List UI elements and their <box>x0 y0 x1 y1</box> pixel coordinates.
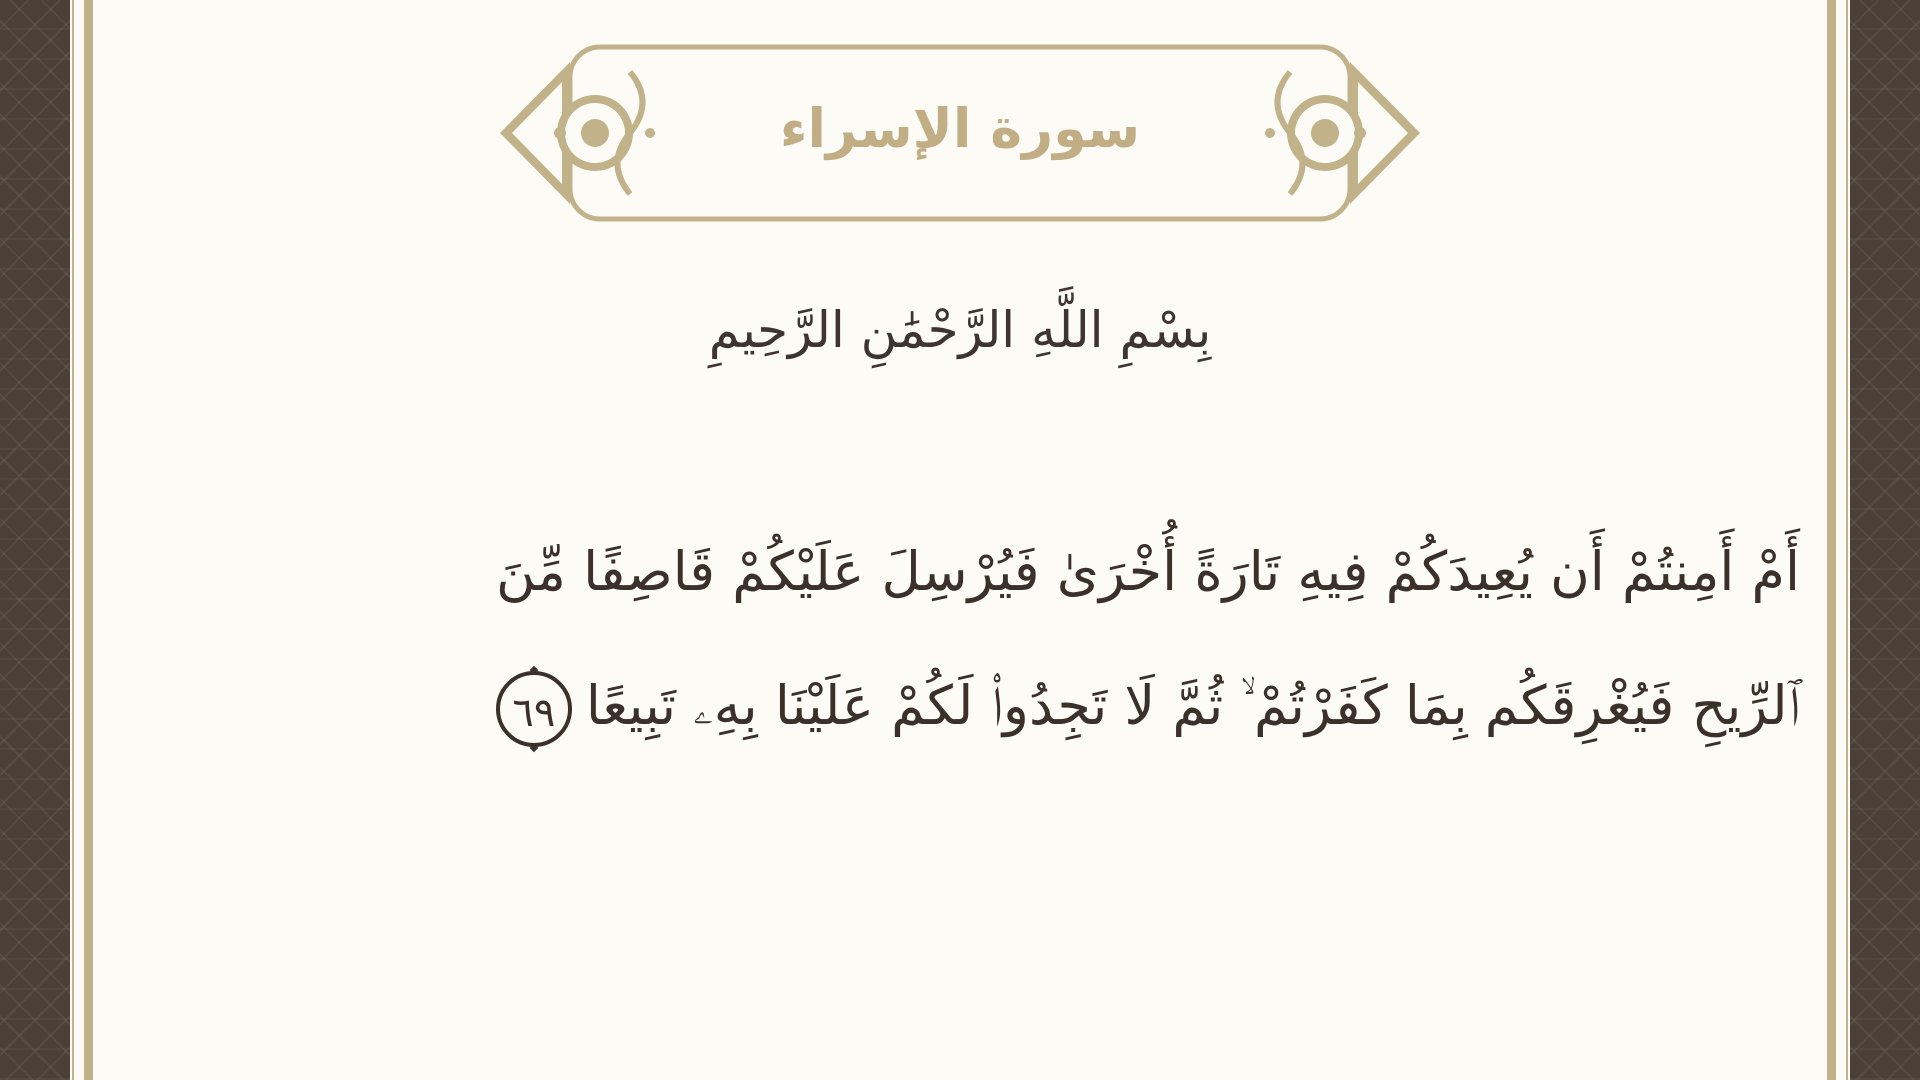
basmala: بِسْمِ اللَّهِ الرَّحْمَٰنِ الرَّحِيمِ <box>708 301 1212 359</box>
ayah-number-marker: ٦٩ <box>496 671 572 747</box>
verse-line-2-text: ٱلرِّيحِ فَيُغْرِقَكُم بِمَا كَفَرْتُمْ ۙ ثُمَّ لَا تَجِدُوا۟ لَكُمْ عَلَيْنَا بِهِۦ تَبِيعًا <box>585 674 1800 737</box>
right-ornamental-border <box>1850 0 1920 1080</box>
left-gold-line <box>84 0 93 1080</box>
right-thin-gold-line <box>1846 0 1848 1080</box>
left-thin-gold-line <box>72 0 74 1080</box>
verse-line-1: أَمْ أَمِنتُمْ أَن يُعِيدَكُمْ فِيهِ تَارَةً أُخْرَىٰ فَيُرْسِلَ عَلَيْكُمْ قَاصِفًا مِّنَ <box>495 540 1800 603</box>
surah-title-banner <box>500 42 1420 224</box>
verse-text <box>300 505 1800 773</box>
surah-title: سورة الإسراء <box>779 97 1141 160</box>
verse-line-2 <box>300 639 1800 773</box>
right-gold-line <box>1827 0 1836 1080</box>
left-ornamental-border <box>0 0 70 1080</box>
